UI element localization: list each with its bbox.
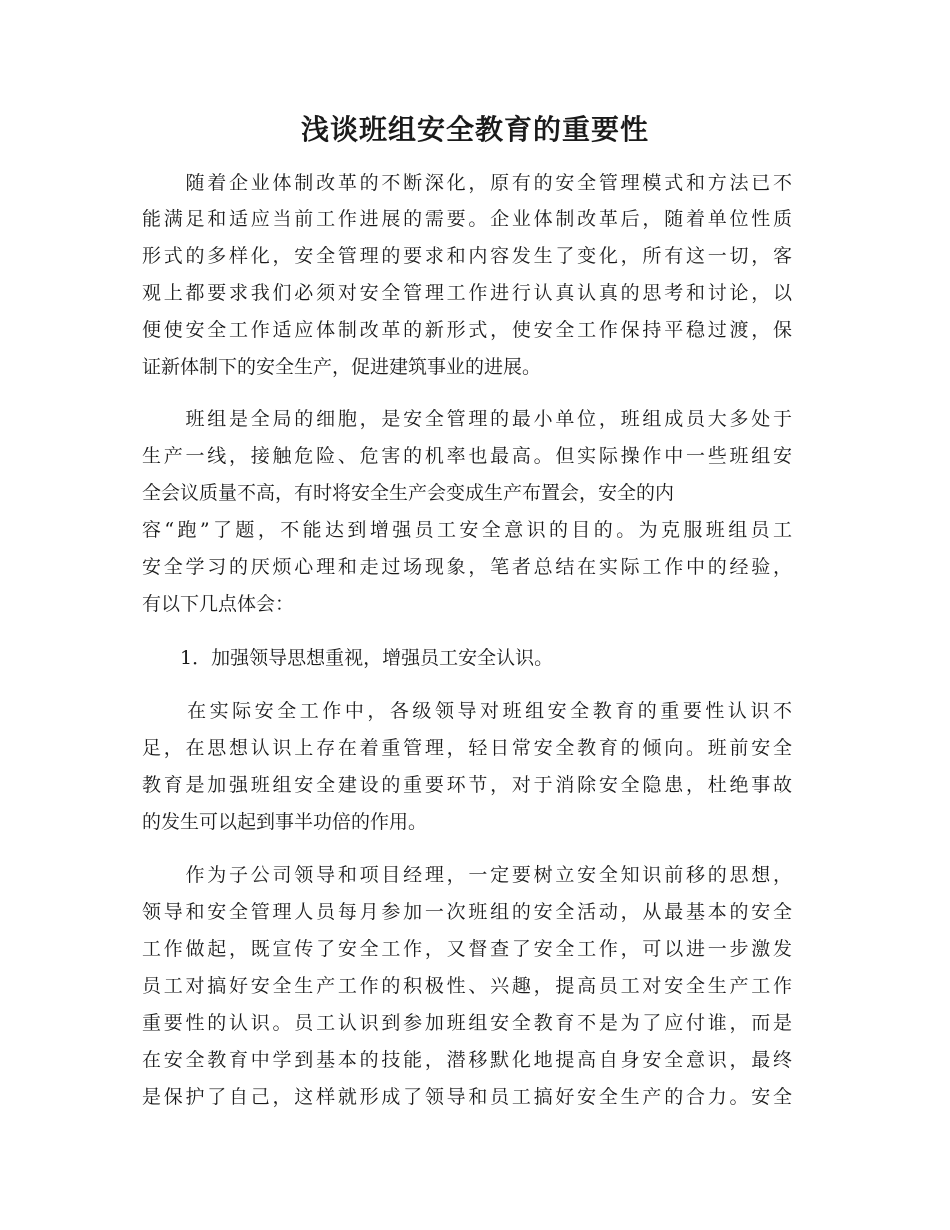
paragraph-2-line-4: 容“跑”了题，不能达到增强员工安全意识的目的。为克服班组员工 [142, 519, 792, 541]
paragraph-2-line-5: 安全学习的厌烦心理和走过场现象，笔者总结在实际工作中的经验， [142, 556, 792, 578]
paragraph-5-line-5: 重要性的认识。员工认识到参加班组安全教育不是为了应付谁，而是 [142, 1012, 792, 1034]
paragraph-5-line-4: 员工对搞好安全生产工作的积极性、兴趣，提高员工对安全生产工作 [142, 975, 792, 997]
paragraph-1-line-6: 证新体制下的安全生产，促进建筑事业的进展。 [142, 356, 542, 378]
paragraph-1-line-5: 便使安全工作适应体制改革的新形式，使安全工作保持平稳过渡，保 [142, 319, 792, 341]
paragraph-4-line-2: 足，在思想认识上存在着重管理，轻日常安全教育的倾向。班前安全 [142, 737, 792, 759]
paragraph-4-line-4: 的发生可以起到事半功倍的作用。 [142, 811, 428, 833]
paragraph-4-line-1: 在实际安全工作中，各级领导对班组安全教育的重要性认识不 [142, 700, 792, 722]
paragraph-1-line-1: 随着企业体制改革的不断深化，原有的安全管理模式和方法已不 [142, 172, 792, 194]
paragraph-2-line-2: 生产一线，接触危险、危害的机率也最高。但实际操作中一些班组安 [142, 445, 792, 467]
paragraph-5-line-7: 是保护了自己，这样就形成了领导和员工搞好安全生产的合力。安全 [142, 1086, 792, 1108]
paragraph-2-line-6: 有以下几点体会： [142, 593, 295, 615]
section-heading-1: 1．加强领导思想重视，增强员工安全认识。 [142, 647, 554, 669]
paragraph-5-line-2: 领导和安全管理人员每月参加一次班组的安全活动，从最基本的安全 [142, 901, 792, 923]
paragraph-1-line-2: 能满足和适应当前工作进展的需要。企业体制改革后，随着单位性质 [142, 208, 792, 230]
paragraph-1-line-3: 形式的多样化，安全管理的要求和内容发生了变化，所有这一切，客 [142, 245, 792, 267]
paragraph-5-line-3: 工作做起，既宣传了安全工作，又督查了安全工作，可以进一步激发 [142, 938, 792, 960]
paragraph-2-line-1: 班组是全局的细胞，是安全管理的最小单位，班组成员大多处于 [142, 408, 792, 430]
paragraph-2-line-3: 全会议质量不高，有时将安全生产会变成生产布置会，安全的内 [142, 482, 675, 504]
paragraph-4-line-3: 教育是加强班组安全建设的重要环节，对于消除安全隐患，杜绝事故 [142, 774, 792, 796]
paragraph-5-line-6: 在安全教育中学到基本的技能，潜移默化地提高自身安全意识，最终 [142, 1049, 792, 1071]
paragraph-5-line-1: 作为子公司领导和项目经理，一定要树立安全知识前移的思想， [142, 864, 792, 886]
document-title: 浅谈班组安全教育的重要性 [300, 113, 649, 146]
paragraph-1-line-4: 观上都要求我们必须对安全管理工作进行认真认真的思考和讨论，以 [142, 282, 792, 304]
